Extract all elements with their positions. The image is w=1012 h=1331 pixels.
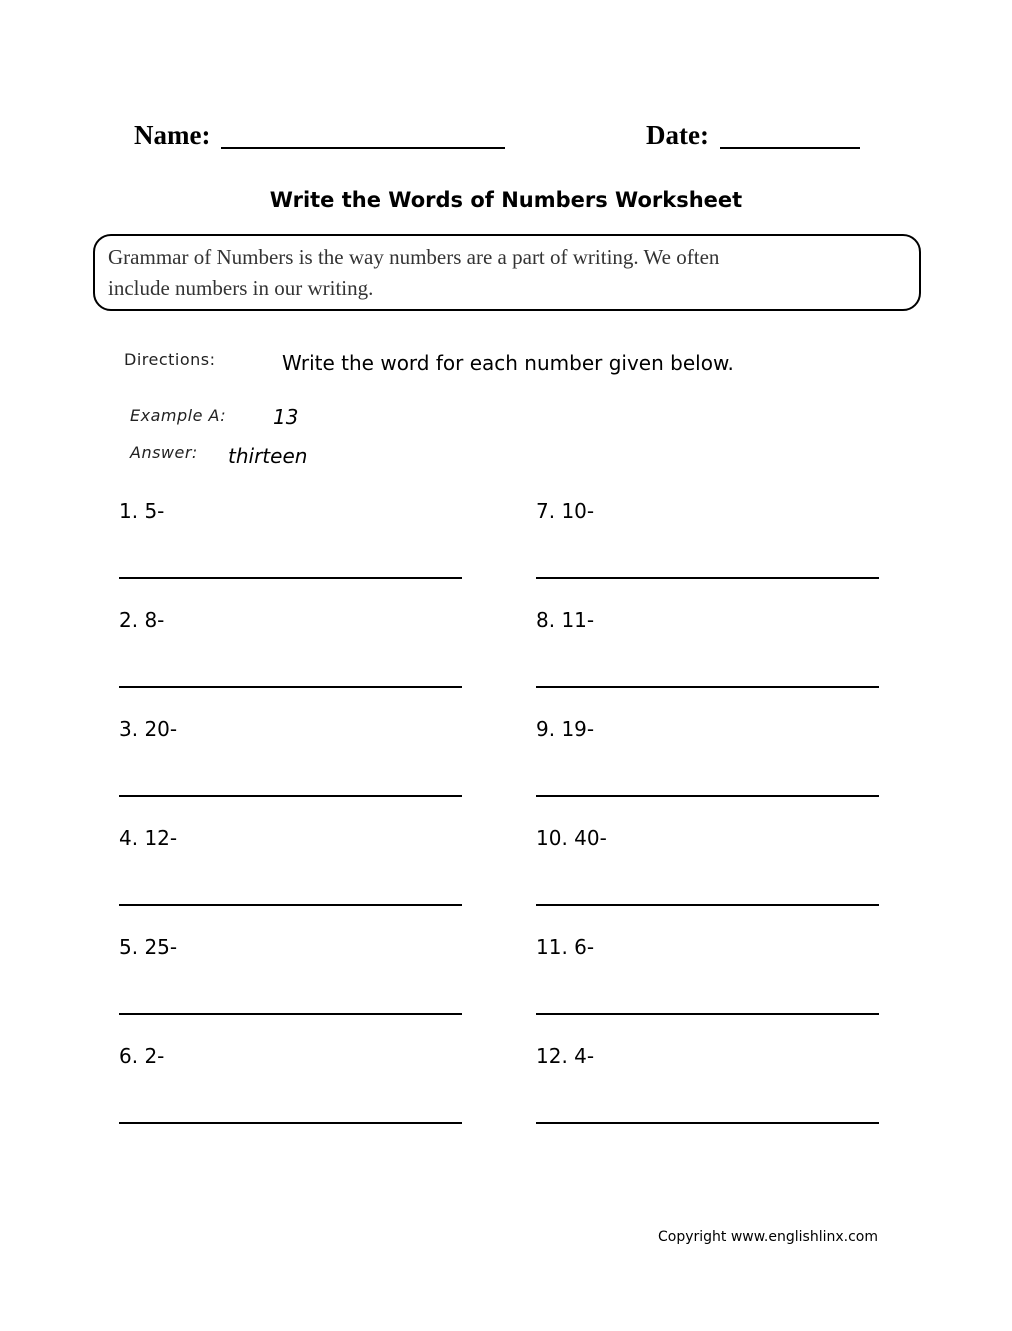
answer-line[interactable] [119, 904, 462, 906]
answer-line[interactable] [536, 795, 879, 797]
copyright-text: Copyright www.englishlinx.com [658, 1229, 878, 1245]
answer-line[interactable] [536, 577, 879, 579]
date-label: Date: [646, 120, 709, 150]
question-label: 8. 11- [536, 608, 595, 632]
directions-text: Write the word for each number given below. [282, 351, 734, 375]
question-label: 2. 8- [119, 608, 165, 632]
name-field[interactable] [221, 147, 505, 149]
directions-label: Directions: [124, 350, 216, 369]
answer-line[interactable] [119, 1013, 462, 1015]
answer-line[interactable] [119, 795, 462, 797]
worksheet-title: Write the Words of Numbers Worksheet [269, 188, 743, 212]
intro-line-2: include numbers in our writing. [108, 276, 374, 300]
question-label: 1. 5- [119, 499, 165, 523]
answer-line[interactable] [119, 686, 462, 688]
answer-line[interactable] [536, 686, 879, 688]
question-label: 6. 2- [119, 1044, 165, 1068]
answer-value: thirteen [228, 444, 308, 468]
intro-text [108, 242, 908, 304]
question-label: 7. 10- [536, 499, 595, 523]
answer-line[interactable] [536, 1013, 879, 1015]
answer-line[interactable] [119, 577, 462, 579]
name-label: Name: [134, 120, 211, 150]
question-label: 3. 20- [119, 717, 178, 741]
question-label: 5. 25- [119, 935, 178, 959]
answer-line[interactable] [536, 1122, 879, 1124]
question-label: 12. 4- [536, 1044, 595, 1068]
question-label: 4. 12- [119, 826, 178, 850]
answer-line[interactable] [119, 1122, 462, 1124]
question-label: 9. 19- [536, 717, 595, 741]
answer-label: Answer: [130, 443, 198, 462]
question-label: 10. 40- [536, 826, 607, 850]
date-field[interactable] [720, 147, 860, 149]
example-value: 13 [273, 405, 299, 429]
intro-line-1: Grammar of Numbers is the way numbers are a part of writing. We often [108, 245, 720, 269]
answer-line[interactable] [536, 904, 879, 906]
question-label: 11. 6- [536, 935, 595, 959]
example-label: Example A: [130, 406, 227, 425]
